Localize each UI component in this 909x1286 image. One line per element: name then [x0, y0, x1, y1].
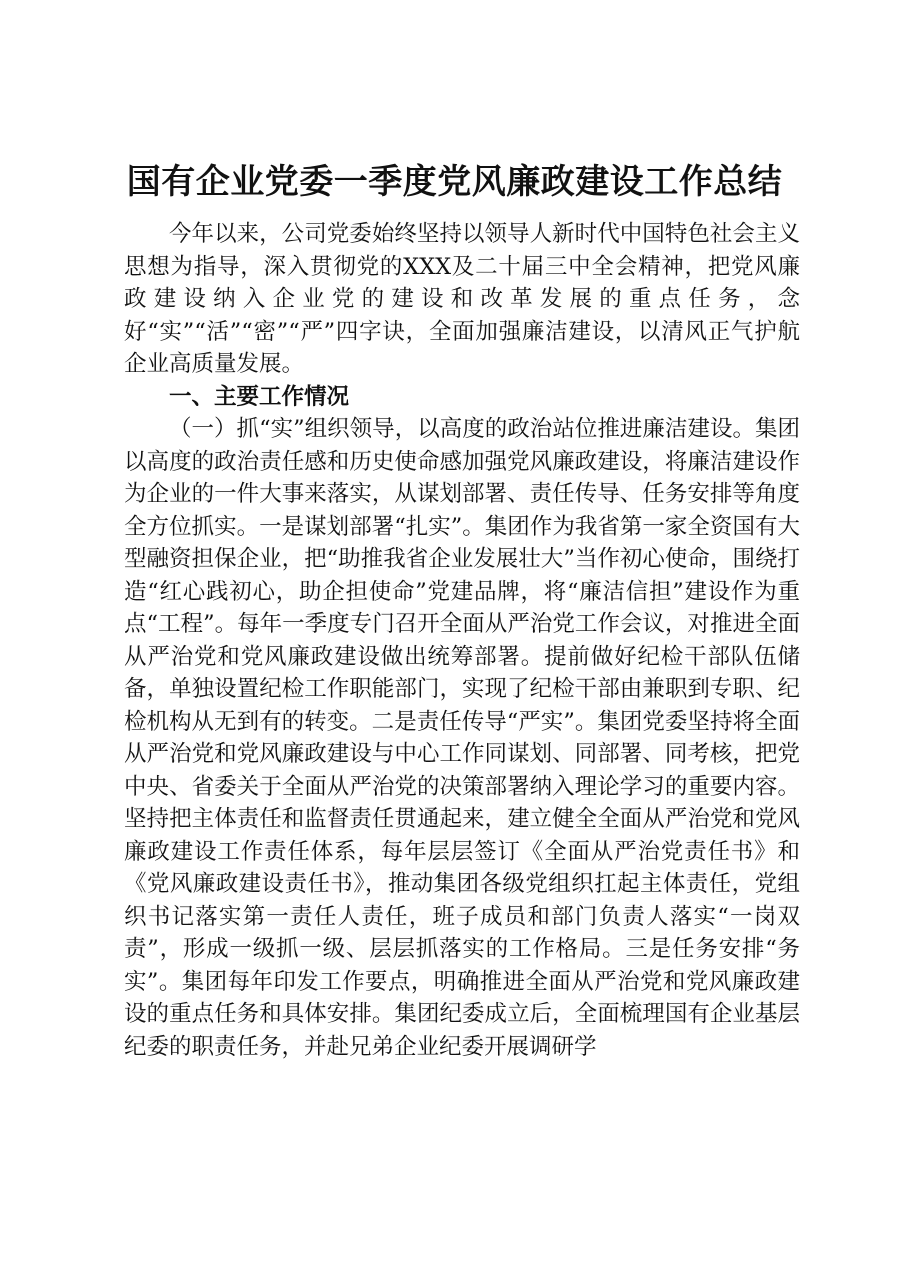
document-title: 国有企业党委一季度党风廉政建设工作总结: [126, 162, 783, 202]
section-paragraph: （一）抓“实”组织领导，以高度的政治站位推进廉洁建设。集团以高度的政治责任感和历史使命感加强党风廉政建设，将廉洁建设作为企业的一件大事来落实，从谋划部署、责任传导、任务安排等角度全方位抓实。一是谋划部署“扎实”。集团作为我省第一家全资国有大型融资担保企业，把“助推我省企业发展壮大”当作初心使命，围绕打造“红心践初心，助企担使命”党建品牌，将“廉洁信担”建设作为重点“工程”。每年一季度专门召开全面从严治党工作会议，对推进全面从严治党和党风廉政建设做出统筹部署。提前做好纪检干部队伍储备，单独设置纪检工作职能部门，实现了纪检干部由兼职到专职、纪检机构从无到有的转变。二是责任传导“严实”。集团党委坚持将全面从严治党和党风廉政建设与中心工作同谋划、同部署、同考核，把党中央、省委关于全面从严治党的决策部署纳入理论学习的重要内容。坚持把主体责任和监督责任贯通起来，建立健全全面从严治党和党风廉政建设工作责任体系，每年层层签订《全面从严治党责任书》和《党风廉政建设责任书》，推动集团各级党组织扛起主体责任，党组织书记落实第一责任人责任，班子成员和部门负责人落实“一岗双责”，形成一级抓一级、层层抓落实的工作格局。三是任务安排“务实”。集团每年印发工作要点，明确推进全面从严治党和党风廉政建设的重点任务和具体安排。集团纪委成立后，全面梳理国有企业基层纪委的职责任务，并赴兄弟企业纪委开展调研学: [124, 416, 800, 1060]
document-body: [124, 218, 800, 1063]
intro-paragraph: 今年以来，公司党委始终坚持以领导人新时代中国特色社会主义思想为指导，深入贯彻党的XXX及二十届三中全会精神，把党风廉政建设纳入企业党的建设和改革发展的重点任务，念好“实”“活”“密”“严”四字诀，全面加强廉洁建设，以清风正气护航企业高质量发展。: [124, 221, 800, 377]
section-heading: 一、主要工作情况: [169, 383, 350, 410]
